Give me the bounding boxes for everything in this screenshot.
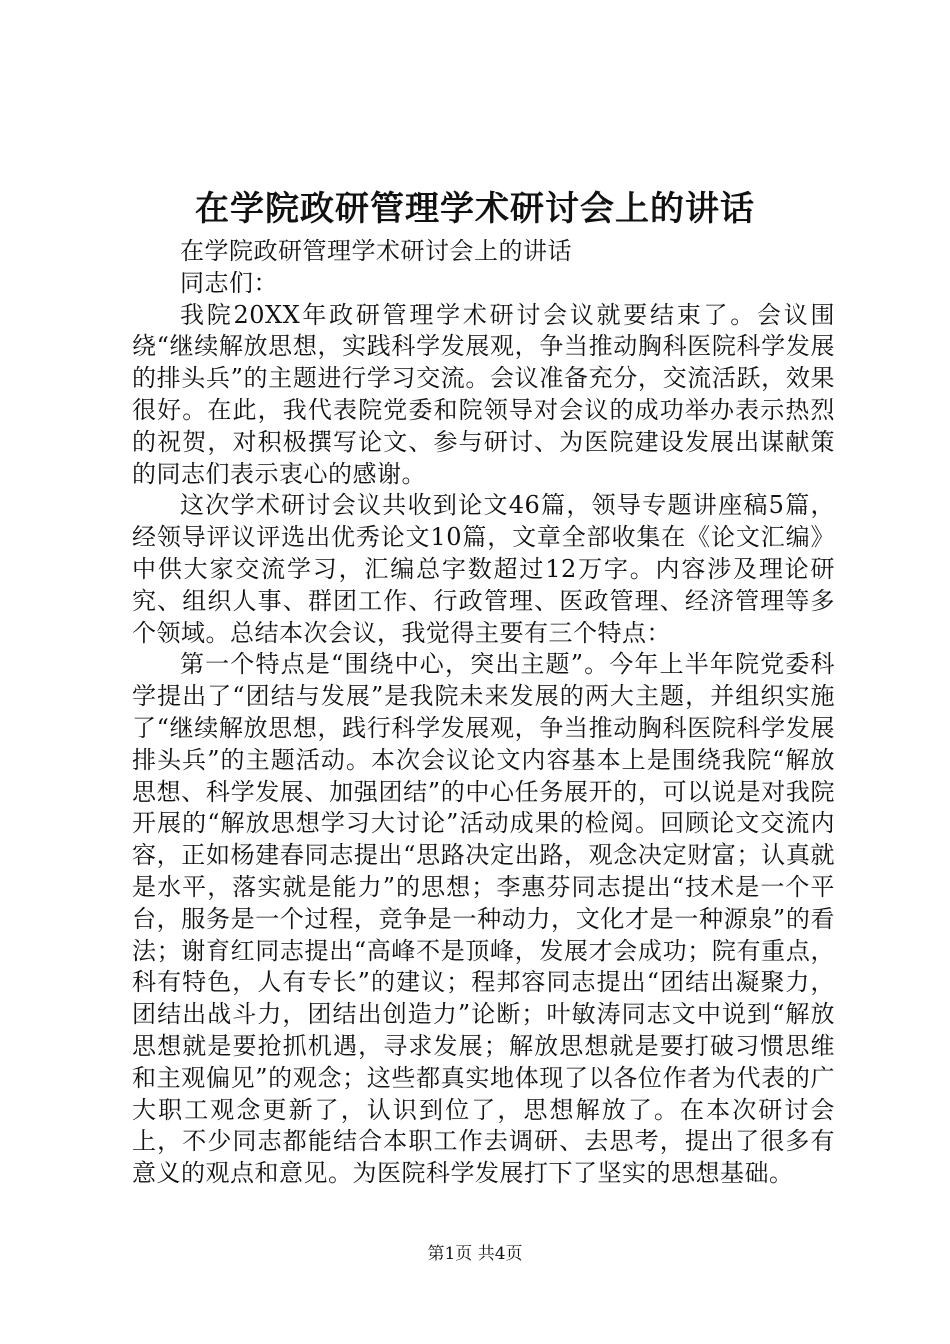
body-paragraph: 我院20XX年政研管理学术研讨会议就要结束了。会议围绕“继续解放思想，实践科学发展观，争当推动胸科医院科学发展的排头兵”的主题进行学习交流。会议准备充分，交流活跃，效果很好。在此，我代表院党委和院领导对会议的成功举办表示热烈的祝贺，对积极撰写论文、参与研讨、为医院建设发展出谋献策的同志们表示衷心的感谢。	[132, 300, 835, 488]
document-title: 在学院政研管理学术研讨会上的讲话	[195, 189, 755, 229]
body-paragraph: 第一个特点是“围绕中心，突出主题”。今年上半年院党委科学提出了“团结与发展”是我院未来发展的两大主题，并组织实施了“继续解放思想，践行科学发展观，争当推动胸科医院科学发展排头兵”的主题活动。本次会议论文内容基本上是围绕我院“解放思想、科学发展、加强团结”的中心任务展开的，可以说是对我院开展的“解放思想学习大讨论”活动成果的检阅。回顾论文交流内容，正如杨建春同志提出“思路决定出路，观念决定财富；认真就是水平，落实就是能力”的思想；李惠芬同志提出“技术是一个平台，服务是一个过程，竞争是一种动力，文化才是一种源泉”的看法；谢育红同志提出“高峰不是顶峰，发展才会成功；院有重点，科有特色，人有专长”的建议；程邦容同志提出“团结出凝聚力，团结出战斗力，团结出创造力”论断；叶敏涛同志文中说到“解放思想就是要抢抓机遇，寻求发展；解放思想就是要打破习惯思维和主观偏见”的观念；这些都真实地体现了以各位作者为代表的广大职工观念更新了，认识到位了，思想解放了。在本次研讨会上，不少同志都能结合本职工作去调研、去思考，提出了很多有意义的观点和意见。为医院科学发展打下了坚实的思想基础。	[132, 650, 835, 1188]
page-footer: 第1页 共4页	[427, 1244, 523, 1264]
body-paragraph: 这次学术研讨会议共收到论文46篇，领导专题讲座稿5篇，经领导评议评选出优秀论文10篇，文章全部收集在《论文汇编》中供大家交流学习，汇编总字数超过12万字。内容涉及理论研究、组织人事、群团工作、行政管理、医政管理、经济管理等多个领域。总结本次会议，我觉得主要有三个特点：	[132, 491, 835, 647]
salutation-paragraph: 同志们：	[180, 268, 278, 297]
document-body	[132, 236, 835, 1190]
subtitle-paragraph: 在学院政研管理学术研讨会上的讲话	[180, 237, 572, 265]
